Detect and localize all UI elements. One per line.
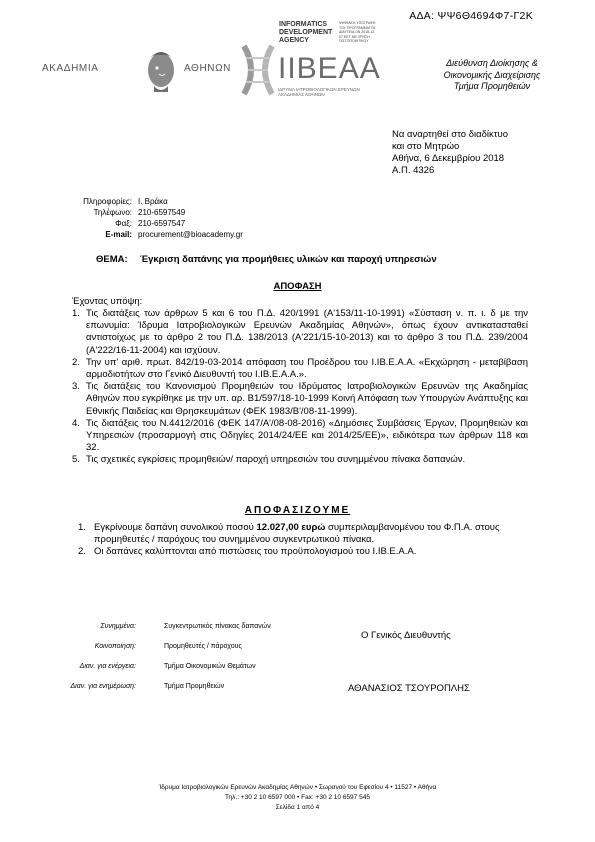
academy-of-athens-logo [40,48,240,98]
distribution-label: Συνημμένα: [100,623,136,630]
academy-logo-text-left: ΑΚΑΔΗΜΙΑ [42,63,99,74]
department-line: Οικονομικής Διαχείρισης [443,69,541,80]
recipient-line: Να αναρτηθεί στο διαδίκτυο [392,129,508,140]
contact-row [70,218,243,229]
academy-logo-text-right: ΑΘΗΝΩΝ [184,63,231,74]
info-line: DEVELOPMENT [279,29,333,36]
ibeaa-logo-name: ΙΙΒΕΑΑ [278,52,381,85]
ada-code: ΑΔΑ: ΨΨ6Θ4694Φ7-Γ2Κ [409,10,533,22]
distribution-value: Τμήμα Οικονομικών Θεμάτων [164,663,256,670]
considering-label: Έχοντας υπόψη: [72,296,143,307]
consideration-text: Τις σχετικές εγκρίσεις προμηθειών/ παροχή υπηρεσιών του συνημμένου πίνακα δαπανών. [86,454,466,466]
subject-text: Έγκριση δαπάνης για προμήθειες υλικών και παροχή υπηρεσιών [140,254,437,265]
subject-line [96,254,437,265]
contact-value: 210-6597549 [138,208,186,217]
decision-amount: 12.027,00 ευρώ [256,522,326,533]
distribution-block [40,621,271,701]
distribution-row [40,621,271,641]
distribution-label: Κοινοποίηση: [94,643,136,650]
signatory-name: ΑΘΑΝΑΣΙΟΣ ΤΣΟΥΡΟΠΛΗΣ [348,683,470,694]
ibeaa-logo-subtitle: ΙΔΡΥΜΑ ΙΑΤΡΟΒΙΟΛΟΓΙΚΩΝ ΕΡΕΥΝΩΝ ΑΚΑΔΗΜΙΑΣ ΑΘΗΝΩΝ [278,87,360,97]
subject-label: ΘΕΜΑ: [96,254,128,265]
ibeaa-logo [238,42,388,102]
footer-phone: Τηλ.: +30 2 10 6597 000 • Fax: +30 2 10 6597 545 [225,794,370,801]
contact-label: Τηλέφωνο: [93,208,132,217]
document-date: Αθήνα, 6 Δεκεμβρίου 2018 [392,153,505,164]
list-item: 1. Εγκρίνουμε δαπάνη συνολικού ποσού 12.027,00 ευρώ συμπεριλαμβανομένου του Φ.Π.Α. στους προμηθευτές / παρόχους του συνημμένου συγκεντρωτικού πίνακα. [78,522,500,546]
info-line: INFORMATICS [279,21,328,28]
email-link[interactable]: procurement@bioacademy.gr [138,230,243,239]
protocol-number: Α.Π. 4326 [392,165,435,176]
info-line: AGENCY [279,37,309,44]
consideration-text: Τις διατάξεις του Ν.4412/2016 (ΦΕΚ 147/Α'/08-08-2016) «Δημόσιες Συμβάσεις Έργων, Προμηθειών και Υπηρεσιών (προσαρμογή στις Οδηγίες 2014/24/ΕΕ και 2014/25/ΕΕ)», ειδικότερα των άρθρων 118 και 32. [86,417,528,454]
considerations-list [72,308,528,467]
department-line: Διεύθυνση Διοίκησης & [446,58,538,68]
distribution-value: Συγκεντρωτικός πίνακας δαπανών [164,623,271,630]
contact-row [70,196,243,207]
page-footer [0,783,595,813]
recipient-line: και στο Μητρώο [392,141,460,152]
decision-text: Οι δαπάνες καλύπτονται από πιστώσεις του προϋπολογισμού του Ι.ΙΒ.Ε.Α.Α. [94,546,417,558]
ibeaa-emblem-icon [238,42,278,98]
distribution-value: Προμηθευτές / πάροχους [164,643,242,650]
decide-heading: ΑΠΟΦΑΣΙΖΟΥΜΕ [244,505,351,516]
list-item: 1. Τις διατάξεις των άρθρων 5 και 6 του Π.Δ. 420/1991 (Α'153/11-10-1991) «Σύσταση ν. π. ι. δ με την επωνυμία: Ίδρυμα Ιατροβιολογικών Ερευνών Ακαδημίας Αθηνών», όπως έχουν αντικατασταθεί αντιστοίχως με το άρθρο 2 του Π.Δ. 138/2013 (Α'221/15-10-2013) και το άρθρο 3 του Π.Δ. 239/2004 (Α'222/16-11-2004) και ισχύουν. [72,308,528,356]
distribution-label: Διαν. για ενέργεια: [79,663,136,670]
distribution-label: Διαν. για ενημέρωση: [70,683,136,690]
distribution-row [40,661,271,681]
department-line: Τμήμα Προμηθειών [453,81,531,91]
contact-row [70,207,243,218]
decision-heading: ΑΠΟΦΑΣΗ [273,281,322,292]
list-item: 2. Την υπ' αριθ. πρωτ. 842/19-03-2014 απόφαση του Προέδρου του Ι.ΙΒ.Ε.Α.Α. «Εκχώρηση - μεταβίβαση αρμοδιοτήτων στο Γενικό Διευθυντή του Ι.ΙΒ.Ε.Α.Α.». [72,356,528,381]
list-item: 3. Τις διατάξεις του Κανονισμού Προμηθειών του Ιδρύματος Ιατροβιολογικών Ερευνών της Ακαδημίας Αθηνών που εγκρίθηκε με την υπ. αρ. Β1/597/18-10-1999 Κοινή Απόφαση των Υπουργών Ανάπτυξης και Εθνικής Παιδείας και Θρησκευμάτων (ΦΕΚ 1983/Β'/08-11-1999). [72,381,528,417]
decision-text: Εγκρίνουμε δαπάνη συνολικού ποσού [94,522,257,533]
athena-head-icon [142,48,180,96]
decision-text: συμπεριλαμβανομένου του Φ.Π.Α. στους προμηθευτές / παρόχους του συνημμένου συγκεντρωτικού πίνακα. [94,522,500,546]
consideration-text: Τις διατάξεις των άρθρων 5 και 6 του Π.Δ. 420/1991 (Α'153/11-10-1991) «Σύσταση ν. π. ι. δ με την επωνυμία: Ίδρυμα Ιατροβιολογικών Ερευνών Ακαδημίας Αθηνών», όπως έχουν αντικατασταθεί αντιστοίχως με το άρθρο 2 του Π.Δ. 138/2013 (Α'221/15-10-2013) και το άρθρο 3 του Π.Δ. 239/2004 (Α'222/16-11-2004) και ισχύουν. [86,308,528,356]
signatory-role: Ο Γενικός Διευθυντής [361,630,451,641]
contact-value: Ι. Βράκα [138,197,168,206]
list-item: 4. Τις διατάξεις του Ν.4412/2016 (ΦΕΚ 147/Α'/08-08-2016) «Δημόσιες Συμβάσεις Έργων, Προμηθειών και Υπηρεσιών (προσαρμογή στις Οδηγίες 2014/24/ΕΕ και 2014/25/ΕΕ)», ειδικότερα των άρθρων 118 και 32. [72,417,528,454]
contact-label: Φαξ: [115,219,132,228]
page-number: Σελίδα 1 από 4 [275,804,320,811]
contact-info [70,196,243,240]
decisions-list [78,522,548,559]
contact-value: 210-6597547 [138,219,186,228]
footer-address: Ίδρυμα Ιατροβιολογικών Ερευνών Ακαδημίας Αθηνών • Σωρανού του Εφεσίου 4 • 11527 • Αθήνα [158,784,437,791]
posting-and-date-block [392,129,508,177]
consideration-text: Την υπ' αριθ. πρωτ. 842/19-03-2014 απόφαση του Προέδρου του Ι.ΙΒ.Ε.Α.Α. «Εκχώρηση - μεταβίβαση αρμοδιοτήτων στο Γενικό Διευθυντή του Ι.ΙΒ.Ε.Α.Α.». [86,356,528,381]
department-block [412,58,572,93]
contact-label: Πληροφορίες: [83,197,132,206]
contact-row [70,229,243,240]
distribution-row [40,681,271,701]
distribution-row [40,641,271,661]
digital-signature-note: ΨΗΦΙΑΚΗ ΥΠΟΓΡΑΦΗ ΤΟΥ ΠΡΟΓΡΑΜΜΑΤΟΣ ΔΙΑΥΓΕΙΑ ΟΝ 2018-12-07 ΕΕΤ ΜΕ ΧΡΗΣΗ ΠΙΣΤΟΠΟΙΗΤΙΚΟΥ [339,21,376,43]
distribution-value: Τμήμα Προμηθειών [164,683,225,690]
contact-label: E-mail: [105,230,132,239]
list-item: 2. Οι δαπάνες καλύπτονται από πιστώσεις του προϋπολογισμού του Ι.ΙΒ.Ε.Α.Α. [78,546,417,558]
list-item: 5. Τις σχετικές εγκρίσεις προμηθειών/ παροχή υπηρεσιών του συνημμένου πίνακα δαπανών. [72,454,466,466]
consideration-text: Τις διατάξεις του Κανονισμού Προμηθειών του Ιδρύματος Ιατροβιολογικών Ερευνών της Ακαδημίας Αθηνών που εγκρίθηκε με την υπ. αρ. Β1/597/18-10-1999 Κοινή Απόφαση των Υπουργών Ανάπτυξης και Εθνικής Παιδείας και Θρησκευμάτων (ΦΕΚ 1983/Β'/08-11-1999). [86,381,528,417]
